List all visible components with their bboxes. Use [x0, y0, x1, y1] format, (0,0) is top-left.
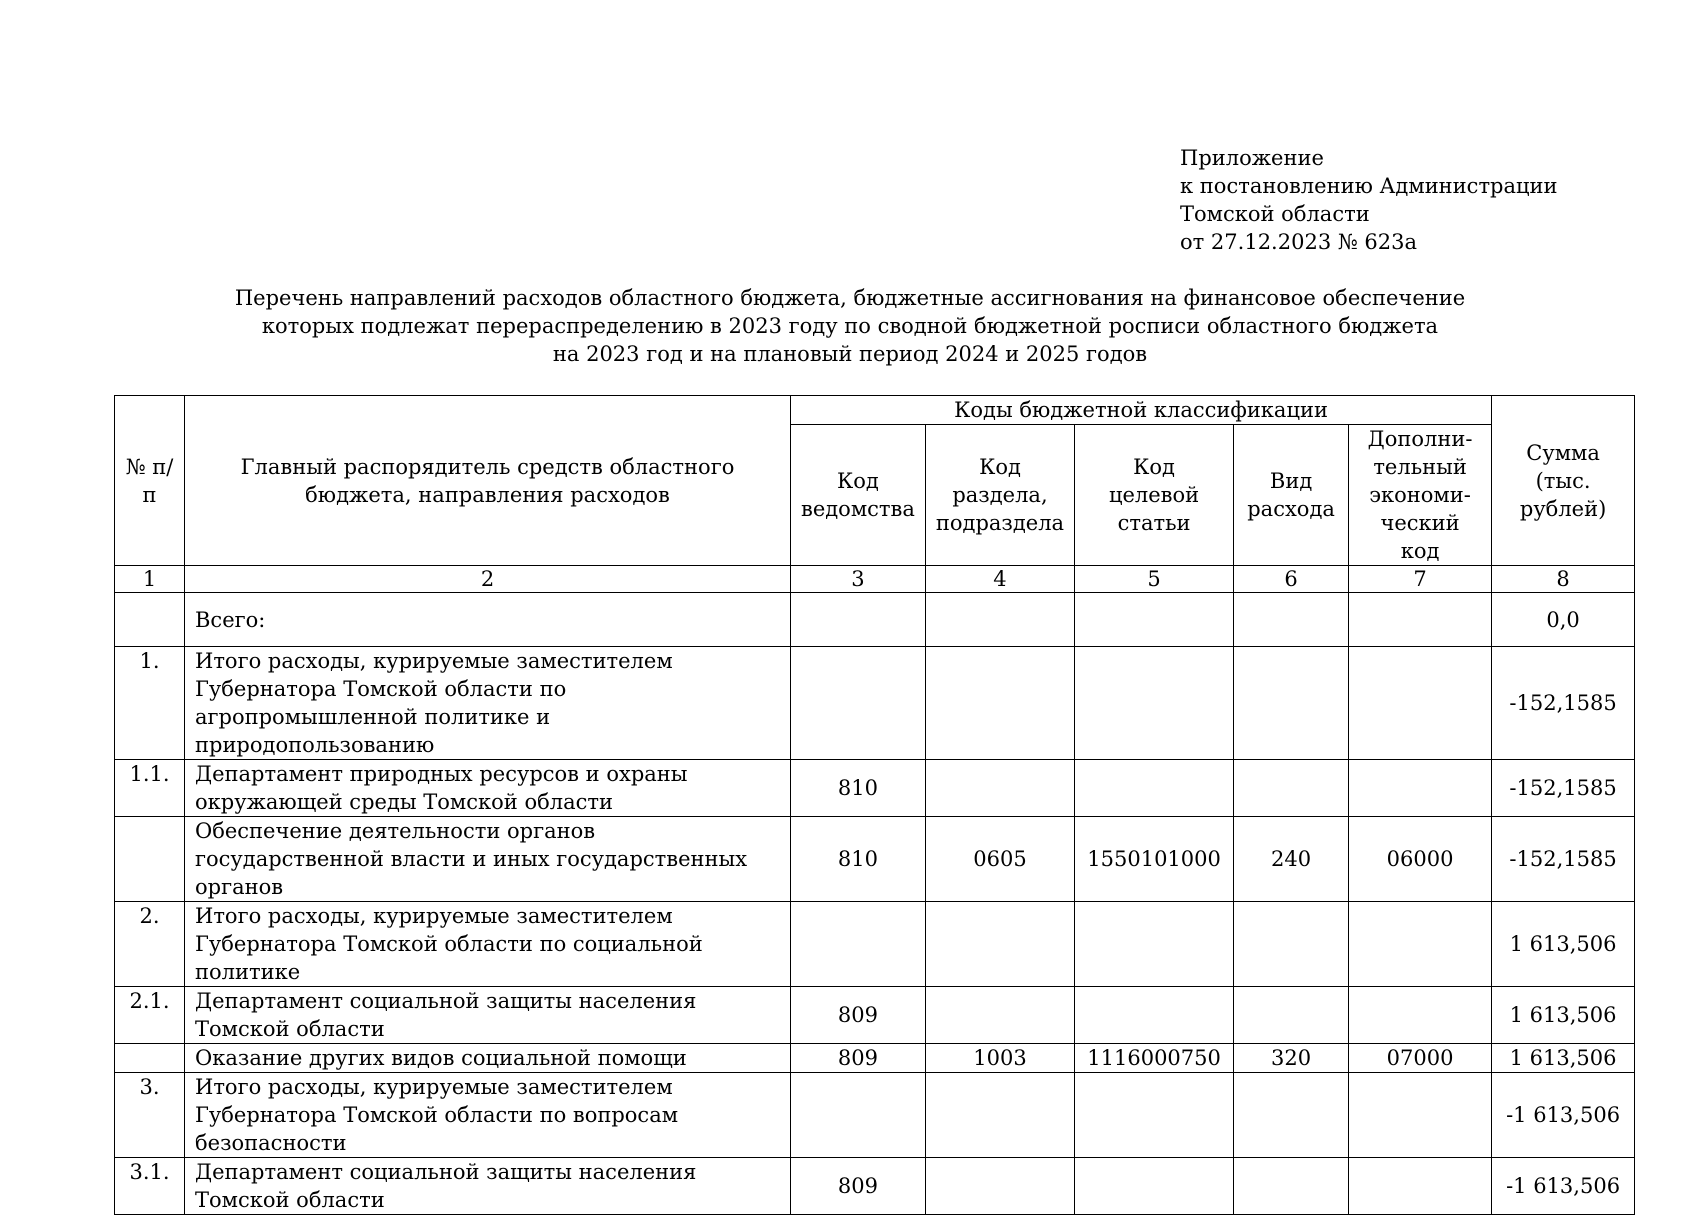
- header-codes-group: Коды бюджетной классификации: [791, 396, 1492, 425]
- cell-section-code: [925, 647, 1074, 760]
- cell-section-code: [925, 760, 1074, 817]
- cell-expense-type: 320: [1234, 1044, 1349, 1073]
- cell-section-code: [925, 902, 1074, 987]
- cell-expense-type: [1234, 647, 1349, 760]
- column-index: 1: [115, 566, 185, 593]
- cell-name: Итого расходы, курируемые заместителем Губернатора Томской области по агропромышленной политике и природопользованию: [185, 647, 791, 760]
- cell-num: 2.: [115, 902, 185, 987]
- cell-name: Департамент природных ресурсов и охраны окружающей среды Томской области: [185, 760, 791, 817]
- column-index: 6: [1234, 566, 1349, 593]
- annex-line: к постановлению Администрации: [1180, 174, 1558, 198]
- table-row: [115, 760, 1635, 817]
- table-row: [115, 817, 1635, 902]
- cell-dept-code: 809: [791, 987, 926, 1044]
- cell-econ-code: [1349, 902, 1492, 987]
- cell-num: [115, 1044, 185, 1073]
- cell-expense-type: [1234, 902, 1349, 987]
- table-row: [115, 1073, 1635, 1158]
- column-index: 4: [925, 566, 1074, 593]
- cell-sum: 1 613,506: [1492, 902, 1635, 987]
- cell-expense-type: [1234, 1073, 1349, 1158]
- cell-econ-code: [1349, 987, 1492, 1044]
- cell-dept-code: 810: [791, 760, 926, 817]
- cell-target-code: [1075, 987, 1234, 1044]
- cell-econ-code: [1349, 760, 1492, 817]
- cell-section-code: [925, 593, 1074, 647]
- cell-sum: -152,1585: [1492, 817, 1635, 902]
- cell-section-code: 1003: [925, 1044, 1074, 1073]
- annex-line: от 27.12.2023 № 623а: [1180, 230, 1417, 254]
- cell-expense-type: [1234, 593, 1349, 647]
- table-row: [115, 1158, 1635, 1215]
- cell-econ-code: [1349, 647, 1492, 760]
- cell-econ-code: 07000: [1349, 1044, 1492, 1073]
- table-row: [115, 1044, 1635, 1073]
- header-target-code: Код целевой статьи: [1075, 425, 1234, 566]
- document-title: [200, 284, 1500, 368]
- cell-num: [115, 817, 185, 902]
- cell-section-code: [925, 1158, 1074, 1215]
- cell-expense-type: [1234, 760, 1349, 817]
- cell-sum: -152,1585: [1492, 760, 1635, 817]
- cell-dept-code: 809: [791, 1158, 926, 1215]
- cell-expense-type: [1234, 987, 1349, 1044]
- cell-target-code: [1075, 1073, 1234, 1158]
- cell-sum: 1 613,506: [1492, 1044, 1635, 1073]
- annex-block: [1180, 144, 1558, 256]
- annex-line: Томской области: [1180, 202, 1370, 226]
- column-index: 3: [791, 566, 926, 593]
- cell-target-code: 1550101000: [1075, 817, 1234, 902]
- cell-expense-type: [1234, 1158, 1349, 1215]
- cell-name: Итого расходы, курируемые заместителем Губернатора Томской области по вопросам безопасности: [185, 1073, 791, 1158]
- cell-dept-code: [791, 647, 926, 760]
- cell-sum: -1 613,506: [1492, 1073, 1635, 1158]
- header-name: Главный распорядитель средств областного бюджета, направления расходов: [185, 396, 791, 566]
- cell-num: 2.1.: [115, 987, 185, 1044]
- cell-dept-code: 810: [791, 817, 926, 902]
- cell-num: 1.: [115, 647, 185, 760]
- cell-target-code: [1075, 1158, 1234, 1215]
- header-sum: Сумма (тыс. рублей): [1492, 396, 1635, 566]
- cell-econ-code: [1349, 593, 1492, 647]
- budget-table: [114, 395, 1635, 1215]
- cell-sum: 0,0: [1492, 593, 1635, 647]
- cell-section-code: [925, 987, 1074, 1044]
- cell-expense-type: 240: [1234, 817, 1349, 902]
- title-line: которых подлежат перераспределению в 2023 году по сводной бюджетной росписи областного бюджета: [261, 314, 1439, 338]
- cell-name: Итого расходы, курируемые заместителем Губернатора Томской области по социальной политике: [185, 902, 791, 987]
- cell-sum: -152,1585: [1492, 647, 1635, 760]
- cell-num: [115, 593, 185, 647]
- title-line: Перечень направлений расходов областного бюджета, бюджетные ассигнования на финансовое обеспечение: [234, 286, 1466, 310]
- cell-econ-code: [1349, 1073, 1492, 1158]
- cell-target-code: [1075, 902, 1234, 987]
- column-index: 5: [1075, 566, 1234, 593]
- column-index-row: [115, 566, 1635, 593]
- cell-section-code: 0605: [925, 817, 1074, 902]
- cell-num: 1.1.: [115, 760, 185, 817]
- cell-target-code: [1075, 647, 1234, 760]
- header-expense-type: Вид расхода: [1234, 425, 1349, 566]
- cell-target-code: [1075, 760, 1234, 817]
- cell-num: 3.1.: [115, 1158, 185, 1215]
- cell-dept-code: 809: [791, 1044, 926, 1073]
- cell-econ-code: 06000: [1349, 817, 1492, 902]
- header-section-code: Код раздела, подраздела: [925, 425, 1074, 566]
- cell-econ-code: [1349, 1158, 1492, 1215]
- cell-dept-code: [791, 593, 926, 647]
- header-dept-code: Код ведомства: [791, 425, 926, 566]
- cell-dept-code: [791, 902, 926, 987]
- cell-target-code: [1075, 593, 1234, 647]
- cell-name: Оказание других видов социальной помощи: [185, 1044, 791, 1073]
- header-econ-code: Дополни-тельный экономи-ческий код: [1349, 425, 1492, 566]
- table-row: [115, 987, 1635, 1044]
- title-line: на 2023 год и на плановый период 2024 и 2025 годов: [552, 342, 1148, 366]
- cell-name: Всего:: [185, 593, 791, 647]
- column-index: 7: [1349, 566, 1492, 593]
- cell-name: Департамент социальной защиты населения Томской области: [185, 987, 791, 1044]
- cell-name: Обеспечение деятельности органов государственной власти и иных государственных органов: [185, 817, 791, 902]
- cell-dept-code: [791, 1073, 926, 1158]
- column-index: 8: [1492, 566, 1635, 593]
- table-row: [115, 902, 1635, 987]
- cell-target-code: 1116000750: [1075, 1044, 1234, 1073]
- cell-sum: -1 613,506: [1492, 1158, 1635, 1215]
- cell-section-code: [925, 1073, 1074, 1158]
- cell-name: Департамент социальной защиты населения Томской области: [185, 1158, 791, 1215]
- table-row: [115, 593, 1635, 647]
- column-index: 2: [185, 566, 791, 593]
- cell-sum: 1 613,506: [1492, 987, 1635, 1044]
- cell-num: 3.: [115, 1073, 185, 1158]
- table-row: [115, 647, 1635, 760]
- header-num: № п/п: [115, 396, 185, 566]
- annex-line: Приложение: [1180, 146, 1324, 170]
